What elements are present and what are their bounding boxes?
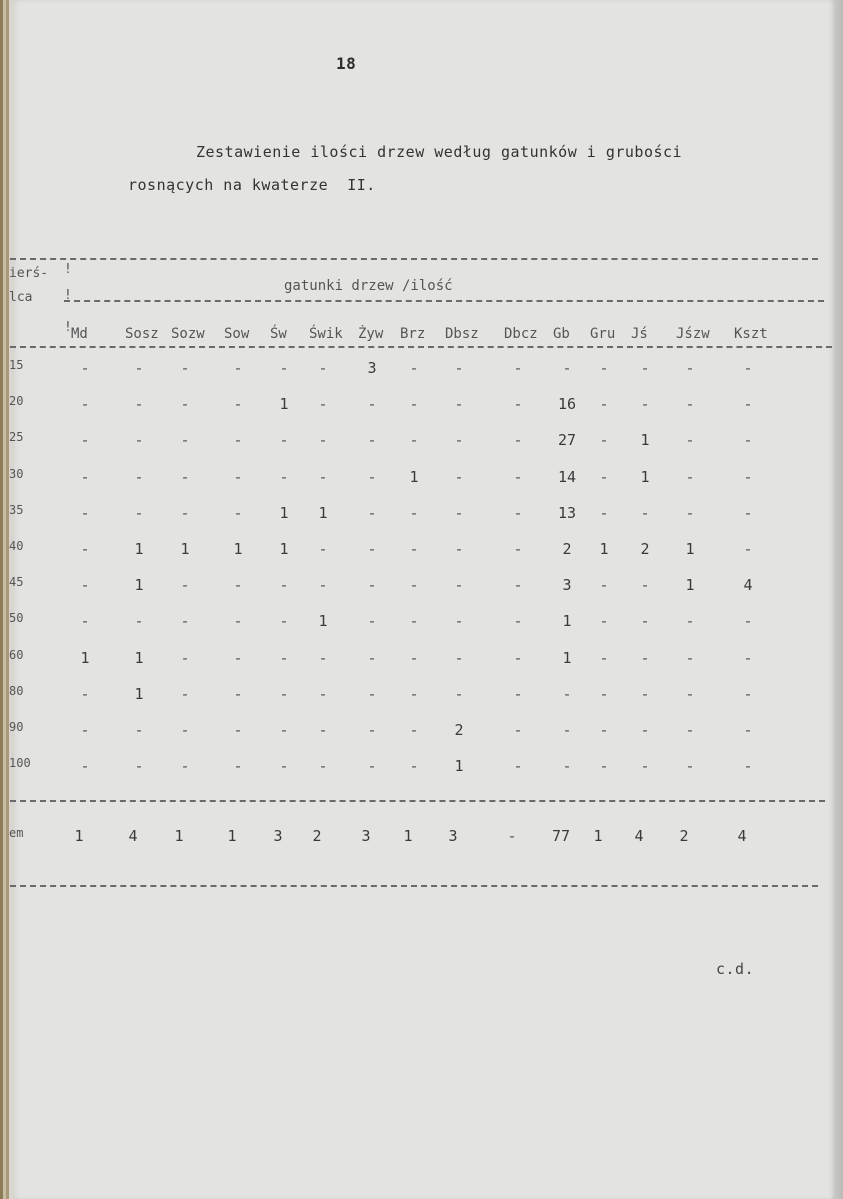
table-cell: - [743, 540, 753, 558]
total-cell: 1 [174, 827, 184, 845]
table-cell: - [454, 576, 464, 595]
table-cell: - [134, 757, 144, 776]
table-cell: 1 [180, 540, 190, 558]
table-cell: 4 [743, 576, 753, 595]
table-cell: - [640, 359, 650, 377]
table-cell: 1 [134, 648, 144, 667]
table-cell: 3 [562, 576, 572, 595]
table-cell: - [409, 576, 419, 595]
table-cell: - [513, 467, 523, 486]
table-cell: - [279, 431, 289, 450]
table-cell: - [233, 576, 243, 595]
table-cell: - [367, 721, 377, 739]
table-cell: 16 [557, 395, 577, 414]
row-diameter-label: 40 [9, 539, 24, 553]
table-cell: - [743, 359, 753, 377]
table-cell: - [454, 684, 464, 703]
row-diameter-label: 50 [9, 611, 24, 626]
table-cell: - [640, 684, 650, 703]
table-cell: - [279, 467, 289, 486]
table-cell: - [318, 648, 328, 667]
table-cell: - [513, 540, 523, 558]
table-cell: - [409, 431, 419, 450]
table-cell: - [180, 757, 190, 776]
table-cell: 2 [454, 721, 464, 739]
table-cell: 1 [562, 612, 572, 631]
table-cell: - [80, 467, 90, 486]
table-cell: - [180, 467, 190, 486]
table-cell: - [513, 721, 523, 739]
column-header-rule [10, 346, 832, 348]
table-cell: - [640, 503, 650, 522]
table-cell: - [180, 503, 190, 522]
table-cell: - [233, 612, 243, 631]
table-cell: - [80, 721, 90, 739]
table-cell: - [80, 540, 90, 558]
table-cell: - [409, 721, 419, 739]
total-cell: 1 [403, 827, 413, 845]
row-diameter-label: 15 [9, 358, 24, 372]
table-cell: - [80, 757, 90, 776]
table-cell: - [599, 721, 609, 739]
table-cell: - [318, 395, 328, 414]
column-header: Jś [631, 326, 648, 342]
document-title-line-1: Zestawienie ilości drzew według gatunków i grubości [196, 143, 683, 161]
table-cell: 1 [454, 757, 464, 776]
header-divider-mark: ! [64, 288, 72, 303]
table-cell: - [180, 395, 190, 414]
table-cell: - [318, 540, 328, 558]
column-header: Gru [590, 326, 616, 342]
row-diameter-label: 90 [9, 720, 24, 734]
column-header: Sow [224, 326, 250, 342]
row-diameter-label: 25 [9, 430, 24, 445]
table-cell: 1 [134, 540, 144, 558]
table-cell: - [279, 721, 289, 739]
table-cell: 1 [640, 431, 650, 450]
table-cell: 1 [640, 467, 650, 486]
totals-top-rule [10, 800, 825, 802]
table-cell: - [233, 648, 243, 667]
total-cell: 1 [227, 827, 237, 845]
table-cell: 13 [557, 503, 577, 522]
table-cell: - [80, 503, 90, 522]
table-cell: - [454, 612, 464, 631]
table-cell: - [454, 648, 464, 667]
table-cell: 1 [318, 612, 328, 631]
document-title-line-2: rosnących na kwaterze II. [128, 176, 376, 194]
table-cell: - [180, 612, 190, 631]
totals-label: em [9, 826, 24, 840]
table-cell: - [599, 359, 609, 377]
table-cell: - [640, 648, 650, 667]
table-cell: - [454, 503, 464, 522]
table-cell: - [279, 576, 289, 595]
table-cell: 1 [685, 576, 695, 595]
table-cell: 2 [562, 540, 572, 558]
table-cell: - [513, 359, 523, 377]
page-number: 18 [336, 54, 357, 73]
total-cell: 1 [593, 827, 603, 845]
header-divider-mark: ! [64, 320, 72, 335]
table-cell: - [367, 395, 377, 414]
diameter-header-label: ierś- [9, 266, 49, 281]
table-cell: - [134, 431, 144, 450]
table-cell: 1 [279, 503, 289, 522]
table-cell: - [599, 648, 609, 667]
table-cell: - [367, 431, 377, 450]
table-cell: - [599, 431, 609, 450]
table-cell: - [80, 684, 90, 703]
continuation-note: c.d. [716, 960, 755, 978]
table-cell: 3 [367, 359, 377, 377]
table-cell: - [233, 467, 243, 486]
row-diameter-label: 35 [9, 502, 24, 517]
table-cell: 1 [134, 684, 144, 703]
table-cell: - [513, 503, 523, 522]
table-cell: - [367, 648, 377, 667]
table-cell: - [599, 612, 609, 631]
table-cell: - [233, 757, 243, 776]
table-cell: - [180, 576, 190, 595]
table-cell: - [318, 431, 328, 450]
table-cell: - [80, 359, 90, 377]
table-cell: - [409, 757, 419, 776]
table-cell: - [279, 684, 289, 703]
table-cell: - [318, 359, 328, 377]
header-divider-mark: ! [64, 262, 72, 277]
table-cell: - [318, 757, 328, 776]
total-cell: - [507, 827, 517, 845]
table-cell: - [685, 359, 695, 377]
table-cell: - [513, 395, 523, 414]
total-cell: 3 [361, 827, 371, 845]
table-top-rule [10, 258, 818, 260]
table-cell: 27 [557, 431, 577, 450]
table-cell: - [685, 757, 695, 776]
table-cell: - [233, 359, 243, 377]
table-cell: - [80, 612, 90, 631]
table-cell: - [180, 359, 190, 377]
table-cell: - [409, 612, 419, 631]
column-header: Jśzw [676, 326, 710, 342]
table-cell: - [279, 359, 289, 377]
total-cell: 2 [312, 827, 322, 845]
table-cell: - [743, 612, 753, 631]
table-cell: - [685, 721, 695, 739]
table-cell: - [409, 503, 419, 522]
table-cell: - [134, 503, 144, 522]
table-cell: - [134, 359, 144, 377]
table-cell: - [180, 648, 190, 667]
column-header: Żyw [358, 326, 384, 342]
table-cell: - [409, 359, 419, 377]
table-cell: - [562, 721, 572, 739]
table-cell: - [640, 576, 650, 595]
table-cell: - [409, 648, 419, 667]
table-cell: - [454, 467, 464, 486]
table-cell: - [562, 359, 572, 377]
column-header: Gb [553, 326, 570, 342]
table-bottom-rule [10, 885, 818, 887]
table-cell: - [743, 395, 753, 414]
total-cell: 2 [679, 827, 689, 845]
table-cell: - [80, 576, 90, 595]
table-cell: - [743, 431, 753, 450]
row-diameter-label: 80 [9, 683, 24, 698]
column-header: Sozw [171, 326, 205, 342]
table-cell: - [743, 757, 753, 776]
row-diameter-label: 45 [9, 575, 24, 590]
table-cell: - [409, 395, 419, 414]
column-header: Świk [309, 326, 343, 342]
table-cell: - [318, 721, 328, 739]
table-cell: - [685, 684, 695, 703]
table-cell: - [743, 684, 753, 703]
table-cell: - [562, 757, 572, 776]
total-cell: 1 [74, 827, 84, 845]
table-cell: - [685, 431, 695, 450]
table-cell: - [80, 431, 90, 450]
table-cell: - [685, 467, 695, 486]
table-cell: - [454, 431, 464, 450]
table-cell: - [599, 395, 609, 414]
table-cell: - [743, 467, 753, 486]
column-header: Sosz [125, 326, 159, 342]
table-cell: - [685, 612, 695, 631]
table-cell: - [134, 395, 144, 414]
table-cell: - [367, 576, 377, 595]
column-header: Kszt [734, 326, 768, 342]
table-cell: - [279, 757, 289, 776]
table-cell: - [318, 684, 328, 703]
table-cell: - [233, 721, 243, 739]
table-cell: 1 [80, 648, 90, 667]
column-header: Dbcz [504, 326, 538, 342]
table-cell: 1 [685, 540, 695, 558]
table-cell: - [233, 431, 243, 450]
table-cell: - [640, 395, 650, 414]
row-diameter-label: 100 [9, 756, 31, 771]
table-cell: - [318, 576, 328, 595]
column-header: Św [270, 326, 287, 342]
table-cell: 1 [562, 648, 572, 667]
total-cell: 4 [737, 827, 747, 845]
binding-edge [0, 0, 14, 1199]
table-cell: - [367, 540, 377, 558]
total-cell: 3 [448, 827, 458, 845]
table-cell: - [367, 684, 377, 703]
table-cell: - [80, 395, 90, 414]
row-diameter-label: 20 [9, 394, 24, 409]
table-cell: - [599, 467, 609, 486]
table-cell: - [367, 757, 377, 776]
table-cell: 1 [134, 576, 144, 595]
table-cell: 1 [409, 467, 419, 486]
table-cell: - [409, 540, 419, 558]
total-cell: 77 [551, 827, 571, 845]
table-cell: - [367, 612, 377, 631]
column-header: Md [71, 326, 88, 342]
row-diameter-label: 30 [9, 466, 24, 481]
column-header: Dbsz [445, 326, 479, 342]
row-diameter-label: 60 [9, 647, 24, 662]
table-cell: - [454, 359, 464, 377]
table-cell: - [409, 684, 419, 703]
table-cell: 1 [279, 395, 289, 414]
table-cell: - [454, 395, 464, 414]
table-cell: - [599, 576, 609, 595]
total-cell: 4 [634, 827, 644, 845]
table-cell: - [685, 648, 695, 667]
table-cell: - [685, 395, 695, 414]
table-cell: - [513, 648, 523, 667]
total-cell: 3 [273, 827, 283, 845]
table-cell: - [279, 612, 289, 631]
table-cell: - [454, 540, 464, 558]
table-cell: - [743, 648, 753, 667]
table-cell: - [640, 612, 650, 631]
table-cell: 14 [557, 467, 577, 486]
table-cell: - [233, 395, 243, 414]
table-cell: - [513, 612, 523, 631]
total-cell: 4 [128, 827, 138, 845]
table-cell: - [599, 684, 609, 703]
table-cell: 1 [233, 540, 243, 558]
column-header: Brz [400, 326, 426, 342]
table-cell: - [367, 467, 377, 486]
table-cell: - [367, 503, 377, 522]
table-cell: 2 [640, 540, 650, 558]
table-cell: - [134, 721, 144, 739]
table-cell: - [180, 431, 190, 450]
table-cell: 1 [599, 540, 609, 558]
table-cell: - [180, 684, 190, 703]
table-cell: - [685, 503, 695, 522]
page-edge [834, 0, 843, 1199]
table-cell: - [599, 503, 609, 522]
table-cell: 1 [279, 540, 289, 558]
table-cell: - [233, 684, 243, 703]
table-cell: 1 [318, 503, 328, 522]
table-cell: - [134, 612, 144, 631]
diameter-header-label-2: lca [9, 290, 33, 305]
table-cell: - [562, 684, 572, 703]
table-cell: - [743, 503, 753, 522]
table-cell: - [743, 721, 753, 739]
table-cell: - [180, 721, 190, 739]
table-cell: - [513, 431, 523, 450]
table-cell: - [318, 467, 328, 486]
table-cell: - [599, 757, 609, 776]
table-cell: - [134, 467, 144, 486]
table-cell: - [233, 503, 243, 522]
table-cell: - [513, 684, 523, 703]
table-cell: - [640, 721, 650, 739]
table-cell: - [279, 648, 289, 667]
table-cell: - [640, 757, 650, 776]
table-cell: - [513, 576, 523, 595]
species-group-header: gatunki drzew /ilość [284, 278, 453, 294]
table-cell: - [513, 757, 523, 776]
species-header-rule [64, 300, 824, 302]
